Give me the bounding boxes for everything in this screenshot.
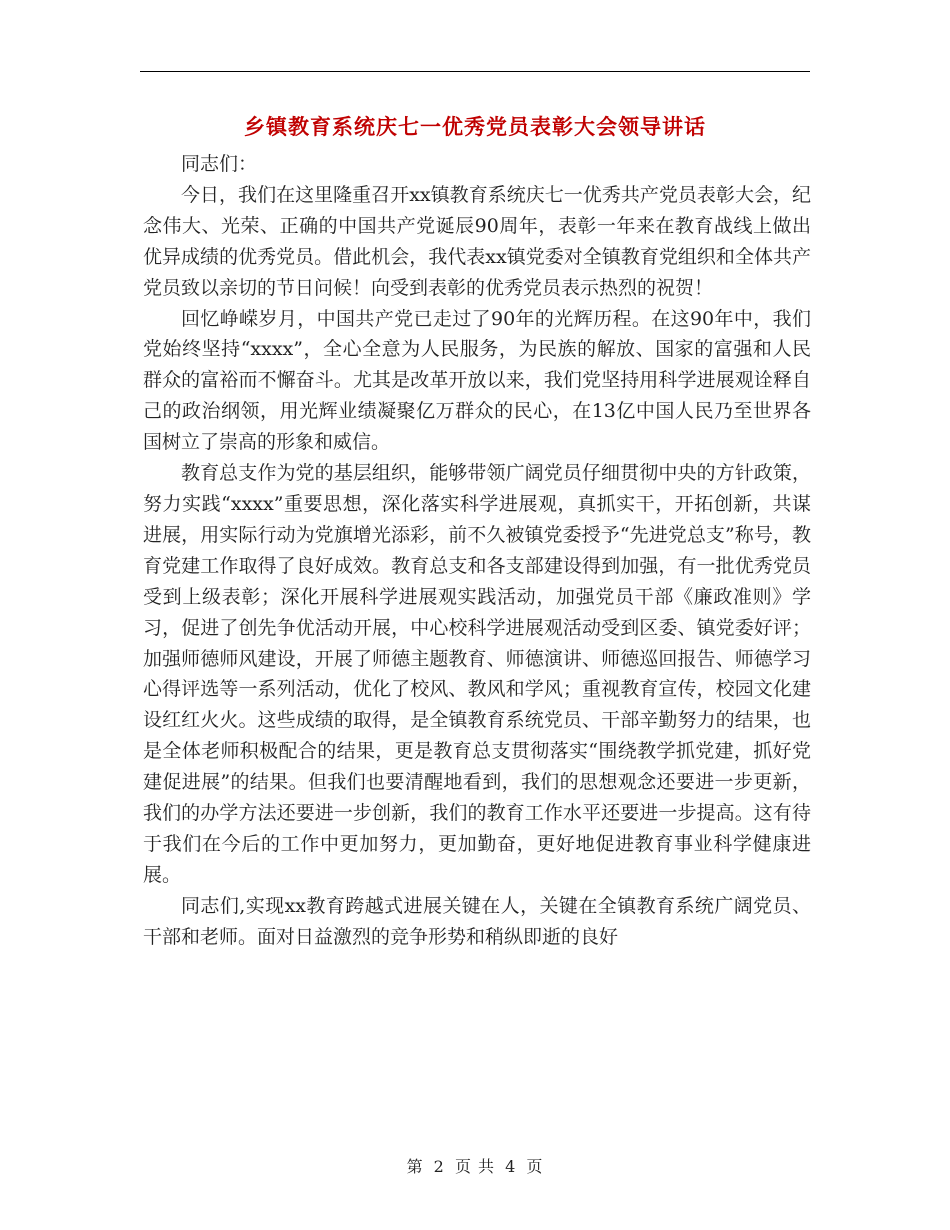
- salutation: 同志们：: [181, 153, 258, 175]
- paragraph-3: 教育总支作为党的基层组织，能够带领广阔党员仔细贯彻中央的方针政策，努力实践“xxxx”重要思想，深化落实科学进展观，真抓实干，开拓创新，共谋进展，用实际行动为党旗增光添彩，前不久被镇党委授予“先进党总支”称号，教育党建工作取得了良好成效。教育总支和各支部建设得到加强，有一批优秀党员受到上级表彰；深化开展科学进展观实践活动，加强党员干部《廉政准则》学习，促进了创先争优活动开展，中心校科学进展观活动受到区委、镇党委好评；加强师德师风建设，开展了师德主题教育、师德演讲、师德巡回报告、师德学习心得评选等一系列活动，优化了校风、教风和学风；重视教育宣传，校园文化建设红红火火。这些成绩的取得，是全镇教育系统党员、干部辛勤努力的结果，也是全体老师积极配合的结果，更是教育总支贯彻落实“围绕教学抓党建，抓好党建促进展”的结果。但我们也要清醒地看到，我们的思想观念还要进一步更新，我们的办学方法还要进一步创新，我们的教育工作水平还要进一步提高。这有待于我们在今后的工作中更加努力，更加勤奋，更好地促进教育事业科学健康进展。: [143, 462, 811, 886]
- footer-middle: 页 共: [454, 1157, 496, 1176]
- page-footer: [0, 1154, 950, 1177]
- header-rule: [140, 71, 810, 72]
- paragraph-2: 回忆峥嵘岁月，中国共产党已走过了90年的光辉历程。在这90年中，我们党始终坚持“xxxx”，全心全意为人民服务，为民族的解放、国家的富强和人民群众的富裕而不懈奋斗。尤其是改革开放以来，我们党坚持用科学进展观诠释自己的政治纲领，用光辉业绩凝聚亿万群众的民心，在13亿中国人民乃至世界各国树立了崇高的形象和威信。: [143, 307, 811, 454]
- paragraph-4: 同志们,实现xx教育跨越式进展关键在人，关键在全镇教育系统广阔党员、干部和老师。面对日益激烈的竞争形势和稍纵即逝的良好: [143, 894, 811, 948]
- footer-total-pages: 4: [505, 1157, 517, 1176]
- footer-prefix: 第: [406, 1157, 424, 1176]
- document-body: [143, 149, 811, 953]
- paragraph-1: 今日，我们在这里隆重召开xx镇教育系统庆七一优秀共产党员表彰大会，纪念伟大、光荣、正确的中国共产党诞辰90周年，表彰一年来在教育战线上做出优异成绩的优秀党员。借此机会，我代表xx镇党委对全镇教育党组织和全体共产党员致以亲切的节日问候！向受到表彰的优秀党员表示热烈的祝贺！: [143, 183, 811, 299]
- footer-page-number: 2: [433, 1157, 445, 1176]
- document-title: 乡镇教育系统庆七一优秀党员表彰大会领导讲话: [244, 114, 706, 139]
- footer-suffix: 页: [526, 1157, 544, 1176]
